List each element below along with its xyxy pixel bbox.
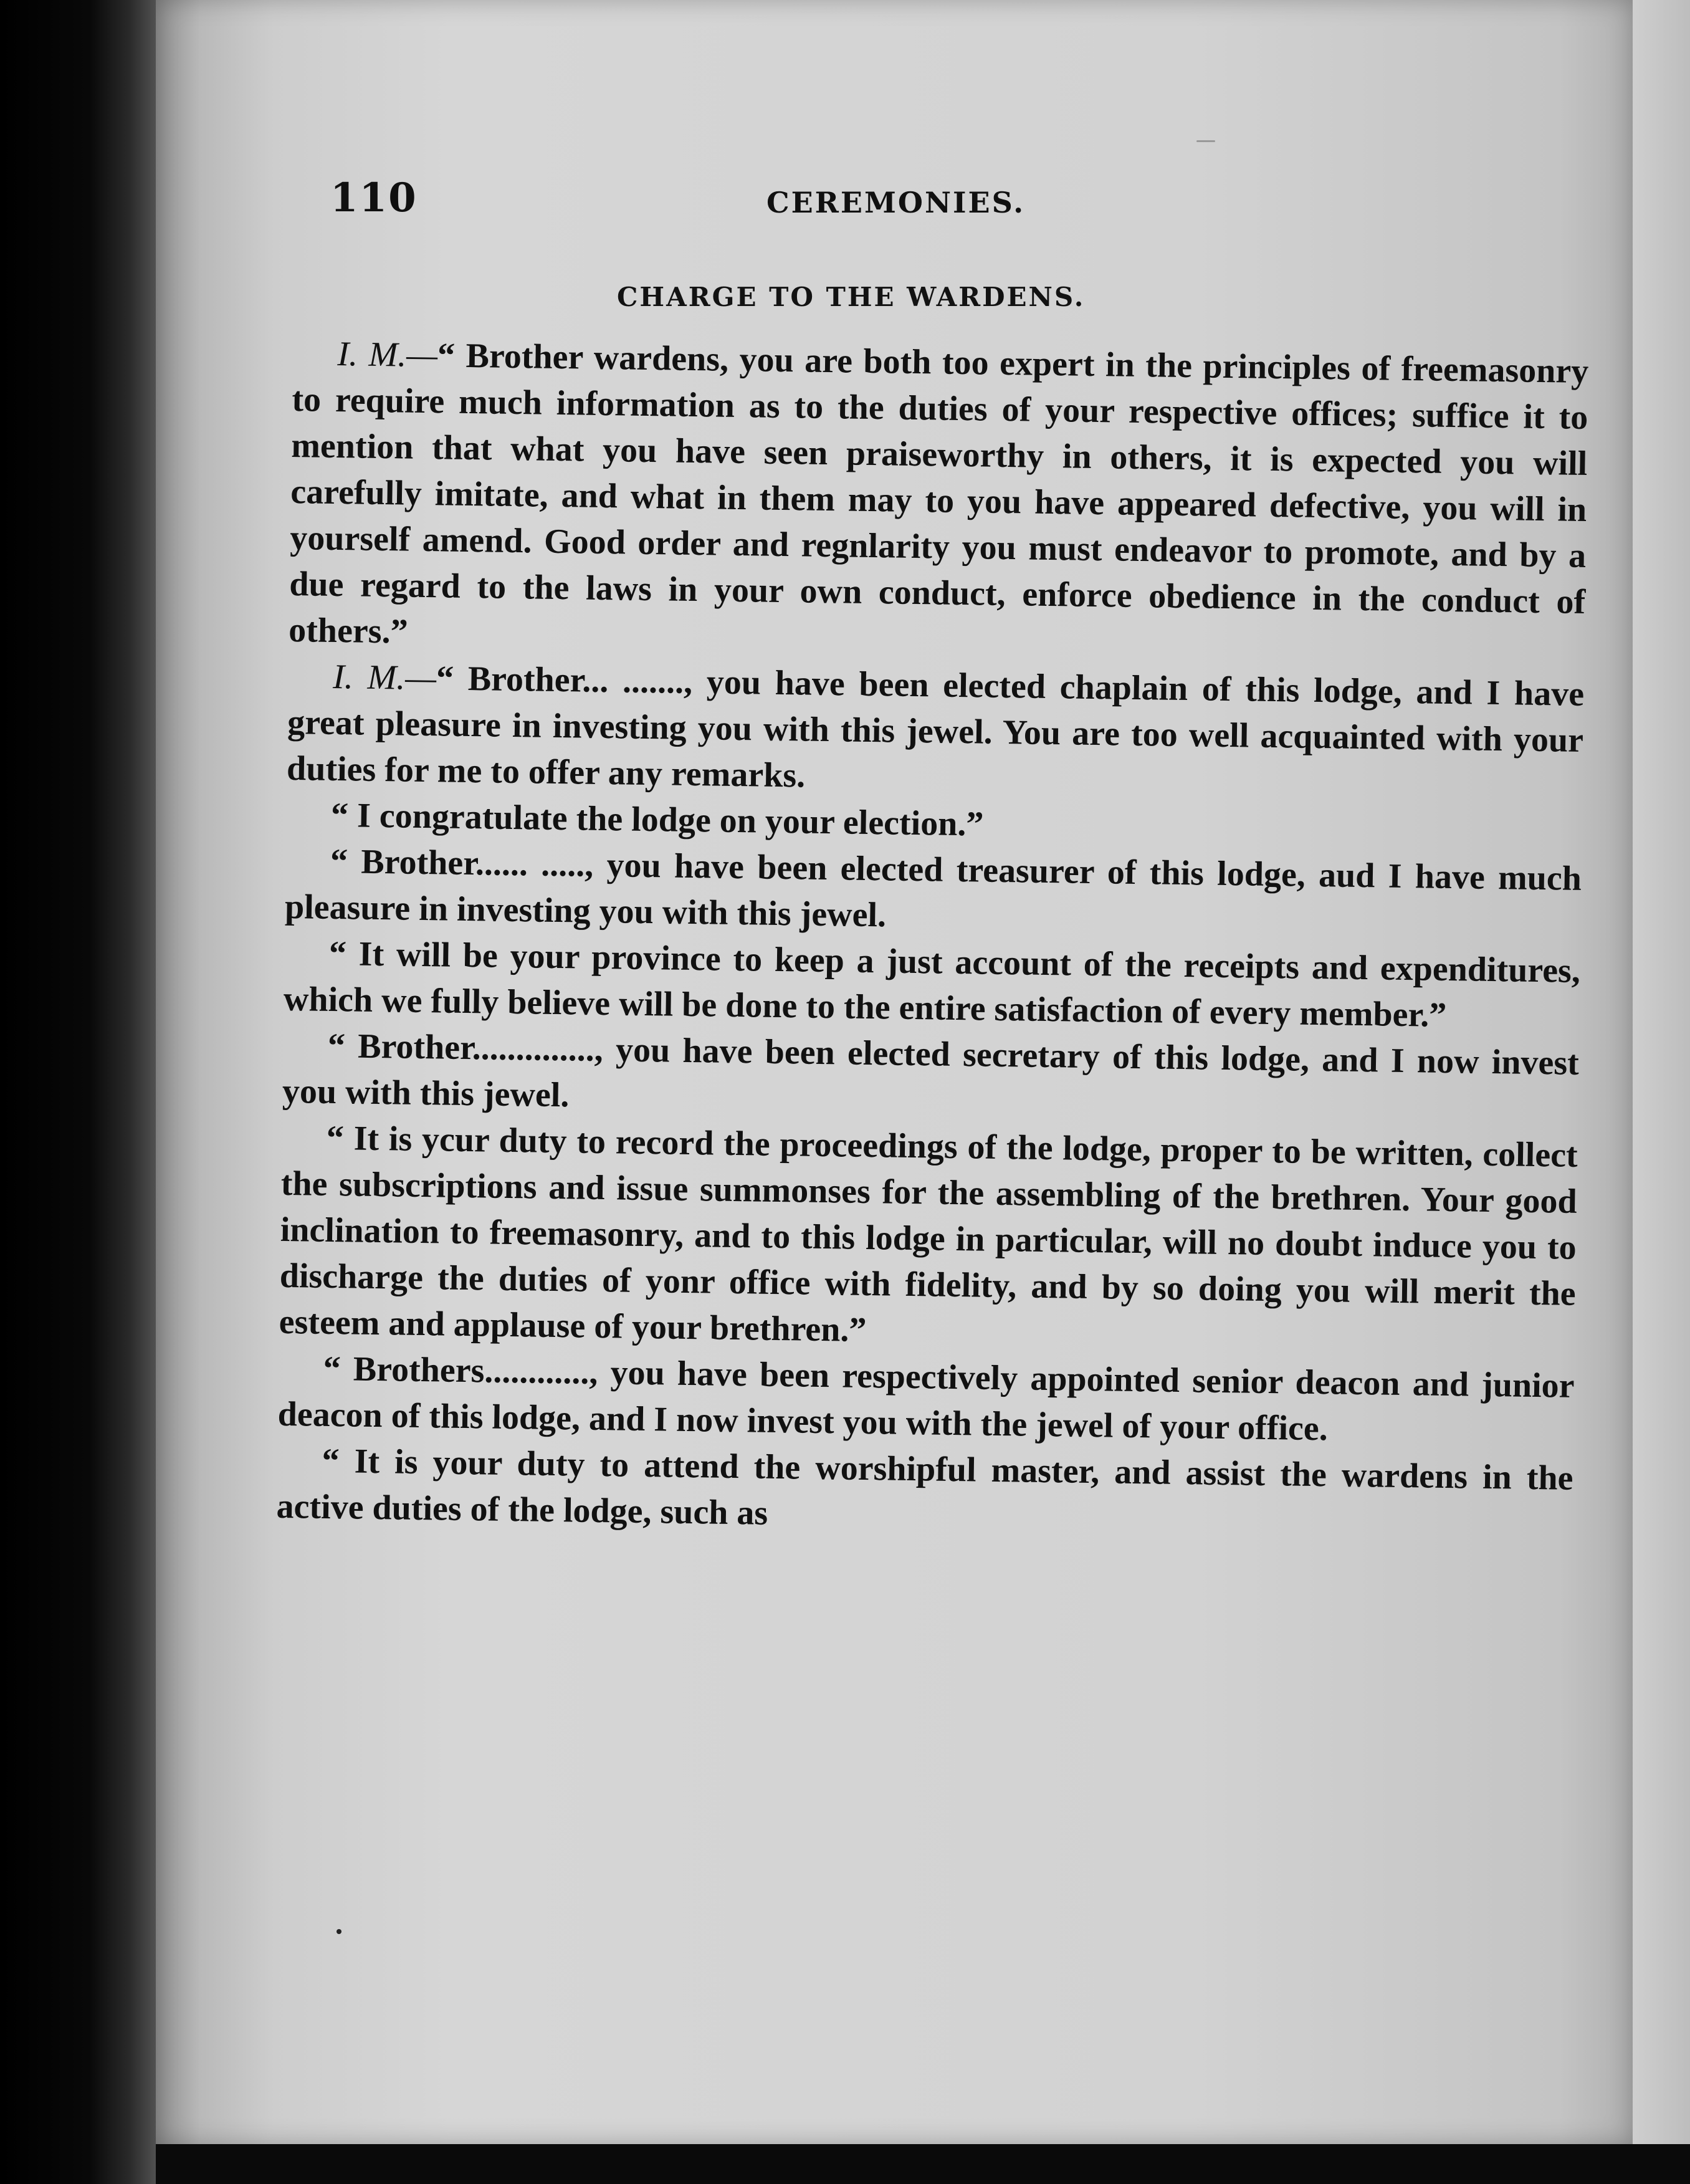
book-page: [156, 0, 1633, 2144]
paragraph-text: “ I congratulate the lodge on your election.”: [330, 795, 984, 844]
paragraph-text: “ Brother... ......., you have been elected chaplain of this lodge, and I have great pleasure in investing you with this jewel. You are too well acquainted with your duties for me to offer any remarks.: [286, 659, 1585, 795]
scan-speck: [1196, 140, 1215, 142]
scan-bottom-border: [156, 2144, 1690, 2184]
paragraph-text: “ Brother.............., you have been elected secretary of this lodge, and I now invest you with this jewel.: [282, 1026, 1580, 1115]
paragraph: [282, 1022, 1579, 1133]
paragraph-text: “ Brother wardens, you are both too expert in the principles of freemasonry to require much information as to the duties of your respective offices; suffice it to mention that what you have seen praiseworthy in others, it is expected you will carefully imitate, and what in them may to you have appeared defective, you will in yourself amend. Good order and regnlarity you must endeavor to promote, and by a due regard to the laws in your own conduct, enforce obedience in the conduct of others.”: [288, 336, 1589, 651]
running-title: CEREMONIES.: [766, 186, 1026, 219]
speaker-label: I. M.—: [337, 335, 438, 375]
paragraph: [289, 330, 1589, 671]
paragraph: [287, 653, 1585, 810]
paragraph: [284, 930, 1581, 1040]
section-heading: CHARGE TO THE WARDENS.: [617, 282, 1086, 312]
paragraph: [276, 1437, 1573, 1548]
paragraph: [279, 1114, 1578, 1363]
page-number: 110: [330, 175, 418, 221]
book-spine-shadow: [0, 0, 162, 2184]
body-text: [276, 330, 1589, 1548]
next-page-edge: [1631, 0, 1690, 2184]
speaker-label: I. M.—: [332, 657, 437, 698]
paragraph-text: “ It is your duty to attend the worshipful master, and assist the wardens in the active duties of the lodge, such as: [276, 1441, 1573, 1533]
paragraph-text: “ It will be your province to keep a just account of the receipts and expenditures, which we fully believe will be done to the entire satisfaction of every member.”: [283, 934, 1581, 1035]
paragraph: [285, 838, 1582, 948]
paragraph-text: “ Brother...... ....., you have been elected treasurer of this lodge, aud I have much pleasure in investing you with this jewel.: [284, 841, 1582, 935]
paragraph-text: “ It is ycur duty to record the proceedings of the lodge, proper to be written, collect the subscriptions and issue summonses for the assembling of the brethren. Your good inclination to freemasonry, and to this lodge in particular, will no doubt induce you to discharge the duties of yonr office with fidelity, and by so doing you will merit the esteem and applause of your brethren.”: [279, 1118, 1578, 1350]
paragraph-text: “ Brothers............, you have been respectively appointed senior deacon and junior deacon of this lodge, and I now invest you with the jewel of your office.: [277, 1349, 1575, 1449]
paragraph: [277, 1345, 1575, 1455]
scan-speck: [337, 1929, 341, 1934]
running-head: [330, 175, 1589, 231]
